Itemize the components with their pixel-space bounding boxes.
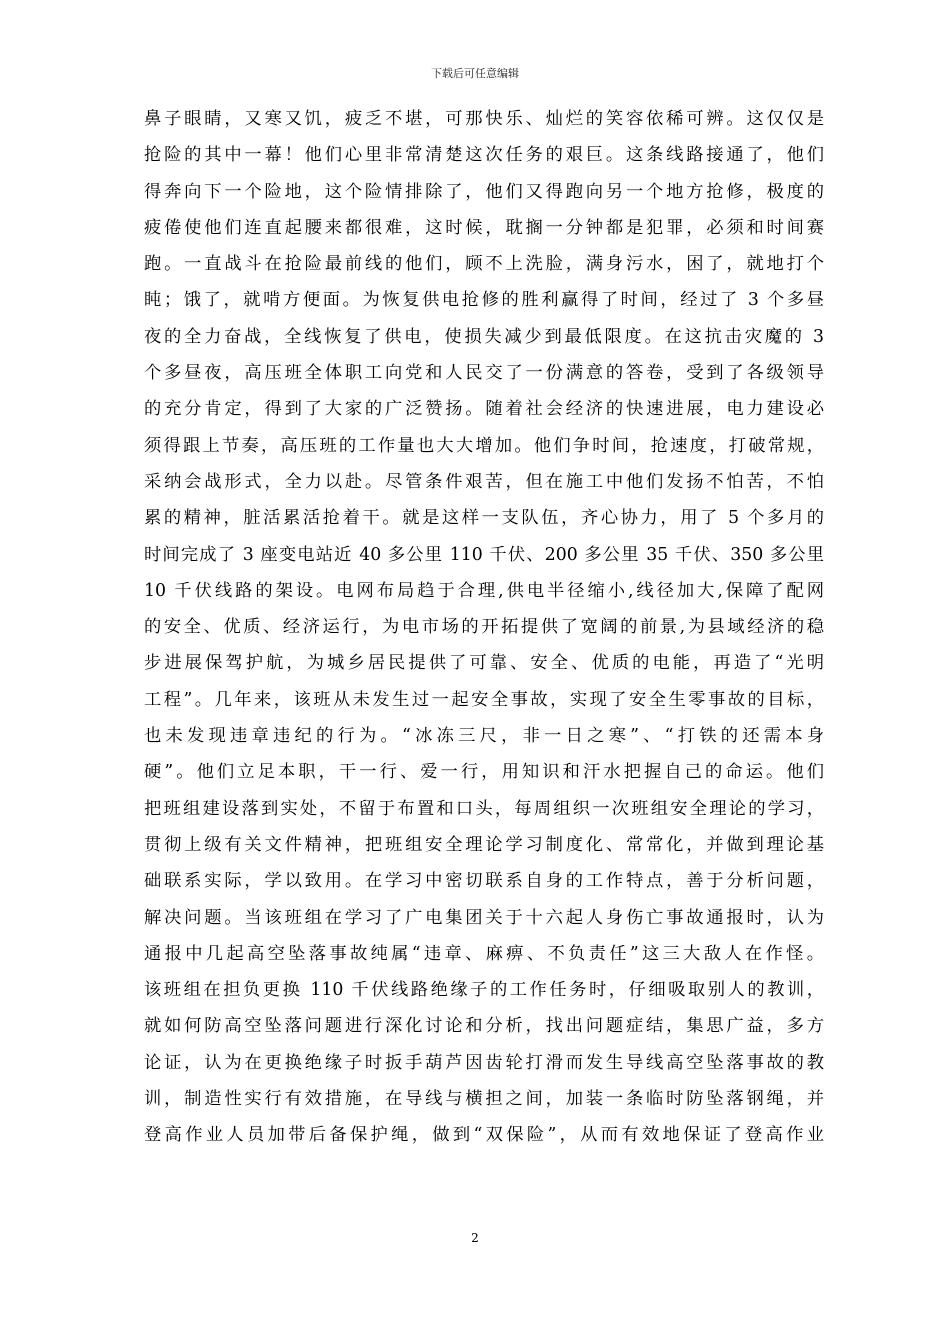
text-line: 鼻子眼睛，又寒又饥，疲乏不堪，可那快乐、灿烂的笑容依稀可辨。这仅仅是 (144, 109, 824, 129)
text-line: 论证，认为在更换绝缘子时扳手葫芦因齿轮打滑而发生导线高空坠落事故的教 (144, 1052, 824, 1073)
text-line: 训，制造性实行有效措施，在导线与横担之间，加装一条临时防坠落钢绳，并 (144, 1089, 824, 1110)
page-header: 下载后可任意编辑 (431, 67, 519, 80)
text-line: 通报中几起高空坠落事故纯属“违章、麻痹、不负责任”这三大敌人在作怪。 (144, 943, 824, 964)
text-line: 得奔向下一个险地，这个险情排除了，他们又得跑向另一个地方抢修，极度的 (144, 181, 824, 202)
text-line: 跑。一直战斗在抢险最前线的他们，顾不上洗脸，满身污水，困了，就地打个 (144, 254, 824, 275)
text-line: 的安全、优质、经济运行，为电市场的开拓提供了宽阔的前景,为县域经济的稳 (144, 617, 824, 638)
text-line: 个多昼夜，高压班全体职工向党和人民交了一份满意的答卷，受到了各级领导 (144, 363, 824, 384)
text-line: 盹；饿了，就啃方便面。为恢复供电抢修的胜利赢得了时间，经过了 3 个多昼 (144, 290, 824, 311)
text-line: 就如何防高空坠落问题进行深化讨论和分析，找出问题症结，集思广益，多方 (144, 1016, 824, 1037)
text-line: 须得跟上节奏，高压班的工作量也大大增加。他们争时间，抢速度，打破常规， (144, 435, 824, 456)
text-line: 采纳会战形式，全力以赴。尽管条件艰苦，但在施工中他们发扬不怕苦，不怕 (144, 471, 824, 492)
text-line: 解决问题。当该班组在学习了广电集团关于十六起人身伤亡事故通报时，认为 (144, 907, 824, 928)
text-line: 贯彻上级有关文件精神，把班组安全理论学习制度化、常常化，并做到理论基 (144, 834, 824, 855)
text-line: 也未发现违章违纪的行为。“冰冻三尺，非一日之寒”、“打铁的还需本身 (144, 726, 824, 747)
text-line: 的充分肯定，得到了大家的广泛赞扬。随着社会经济的快速进展，电力建设必 (144, 399, 824, 420)
text-line: 工程”。几年来，该班从未发生过一起安全事故，实现了安全生零事故的目标， (144, 689, 824, 710)
text-line: 把班组建设落到实处，不留于布置和口头，每周组织一次班组安全理论的学习， (144, 798, 824, 819)
text-line: 夜的全力奋战，全线恢复了供电，使损失减少到最低限度。在这抗击灾魔的 3 (144, 326, 824, 347)
text-line: 疲倦使他们连直起腰来都很难，这时候，耽搁一分钟都是犯罪，必须和时间赛 (144, 217, 824, 238)
text-line: 硬”。他们立足本职，干一行、爱一行，用知识和汗水把握自己的命运。他们 (144, 762, 824, 783)
page-number: 2 (471, 1231, 479, 1245)
text-line: 登高作业人员加带后备保护绳，做到“双保险”，从而有效地保证了登高作业 (144, 1125, 824, 1146)
text-line: 础联系实际，学以致用。在学习中密切联系自身的工作特点，善于分析问题， (144, 871, 824, 892)
text-line: 该班组在担负更换 110 千伏线路绝缘子的工作任务时，仔细吸取别人的教训， (144, 980, 824, 1001)
text-line: 步进展保驾护航，为城乡居民提供了可靠、安全、优质的电能，再造了“光明 (144, 653, 824, 674)
text-line: 时间完成了 3 座变电站近 40 多公里 110 千伏、200 多公里 35 千伏、350 多公里 (144, 544, 824, 565)
body-text (144, 101, 824, 1154)
text-line: 抢险的其中一幕！他们心里非常清楚这次任务的艰巨。这条线路接通了，他们 (144, 145, 824, 166)
text-line: 累的精神，脏活累活抢着干。就是这样一支队伍，齐心协力，用了 5 个多月的 (144, 508, 824, 529)
text-line: 10 千伏线路的架设。电网布局趋于合理,供电半径缩小,线径加大,保障了配网 (144, 580, 824, 601)
